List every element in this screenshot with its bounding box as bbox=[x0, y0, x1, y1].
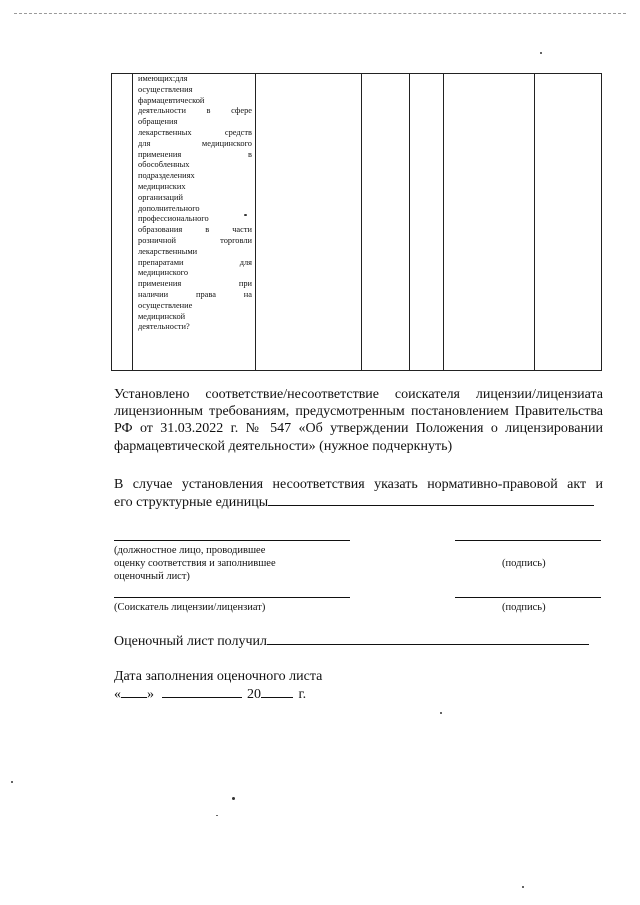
nonconformity-blank[interactable] bbox=[268, 493, 594, 506]
received-blank[interactable] bbox=[267, 632, 589, 645]
scan-speck bbox=[440, 712, 442, 714]
table-cell-requirement bbox=[133, 74, 256, 371]
scan-top-edge bbox=[14, 13, 626, 14]
date-day-blank[interactable] bbox=[121, 685, 147, 698]
requirement-text: имеющих:для осуществления фармацевтической деятельности в сфере обращения лекарственных средств для медицинского применения в обособленных подразделениях медицинских организаций дополнительного профессионального образования в части розничной торговли лекарственными препаратами для медицинского применения при наличии права на осуществление медицинской деятельности? bbox=[138, 74, 252, 332]
signature-label: (подпись) bbox=[502, 602, 546, 613]
official-caption: (должностное лицо, проводившее оценку соответствия и заполнившее оценочный лист) bbox=[114, 545, 276, 582]
applicant-name-line[interactable] bbox=[114, 597, 350, 598]
scan-speck bbox=[540, 52, 542, 54]
received-line: Оценочный лист получил bbox=[114, 632, 589, 650]
compliance-statement: Установлено соответствие/несоответствие соискателя лицензии/лицензиата лицензионным требованиям, предусмотренным постановлением Правительства РФ от 31.03.2022 г. № 547 «Об утверждении Положения о лицензировании фармацевтической деятельности» (нужное подчеркнуть) bbox=[114, 387, 603, 454]
date-year-blank[interactable] bbox=[261, 685, 293, 698]
table-cell-empty bbox=[410, 74, 444, 371]
date-fields: « » 20 г. bbox=[114, 687, 307, 702]
official-name-line[interactable] bbox=[114, 540, 350, 541]
applicant-signature-line[interactable] bbox=[455, 597, 601, 598]
table-cell-empty bbox=[444, 74, 535, 371]
scan-speck bbox=[244, 214, 247, 216]
signature-label: (подпись) bbox=[502, 558, 546, 569]
date-label: Дата заполнения оценочного листа bbox=[114, 669, 323, 684]
scan-speck bbox=[216, 815, 218, 816]
table-cell-empty bbox=[256, 74, 362, 371]
scan-speck bbox=[232, 797, 235, 800]
evaluation-table bbox=[111, 73, 602, 371]
scan-speck bbox=[11, 781, 13, 783]
scan-speck bbox=[522, 886, 524, 888]
table-row bbox=[112, 74, 602, 371]
table-cell-empty bbox=[535, 74, 602, 371]
nonconformity-line-2: его структурные единицы bbox=[114, 493, 594, 511]
table-cell-number bbox=[112, 74, 133, 371]
table-cell-empty bbox=[362, 74, 410, 371]
date-month-blank[interactable] bbox=[162, 685, 242, 698]
official-signature-line[interactable] bbox=[455, 540, 601, 541]
applicant-caption: (Соискатель лицензии/лицензиат) bbox=[114, 602, 266, 613]
nonconformity-line-1: В случае установления несоответствия указать нормативно-правовой акт и bbox=[114, 477, 603, 492]
